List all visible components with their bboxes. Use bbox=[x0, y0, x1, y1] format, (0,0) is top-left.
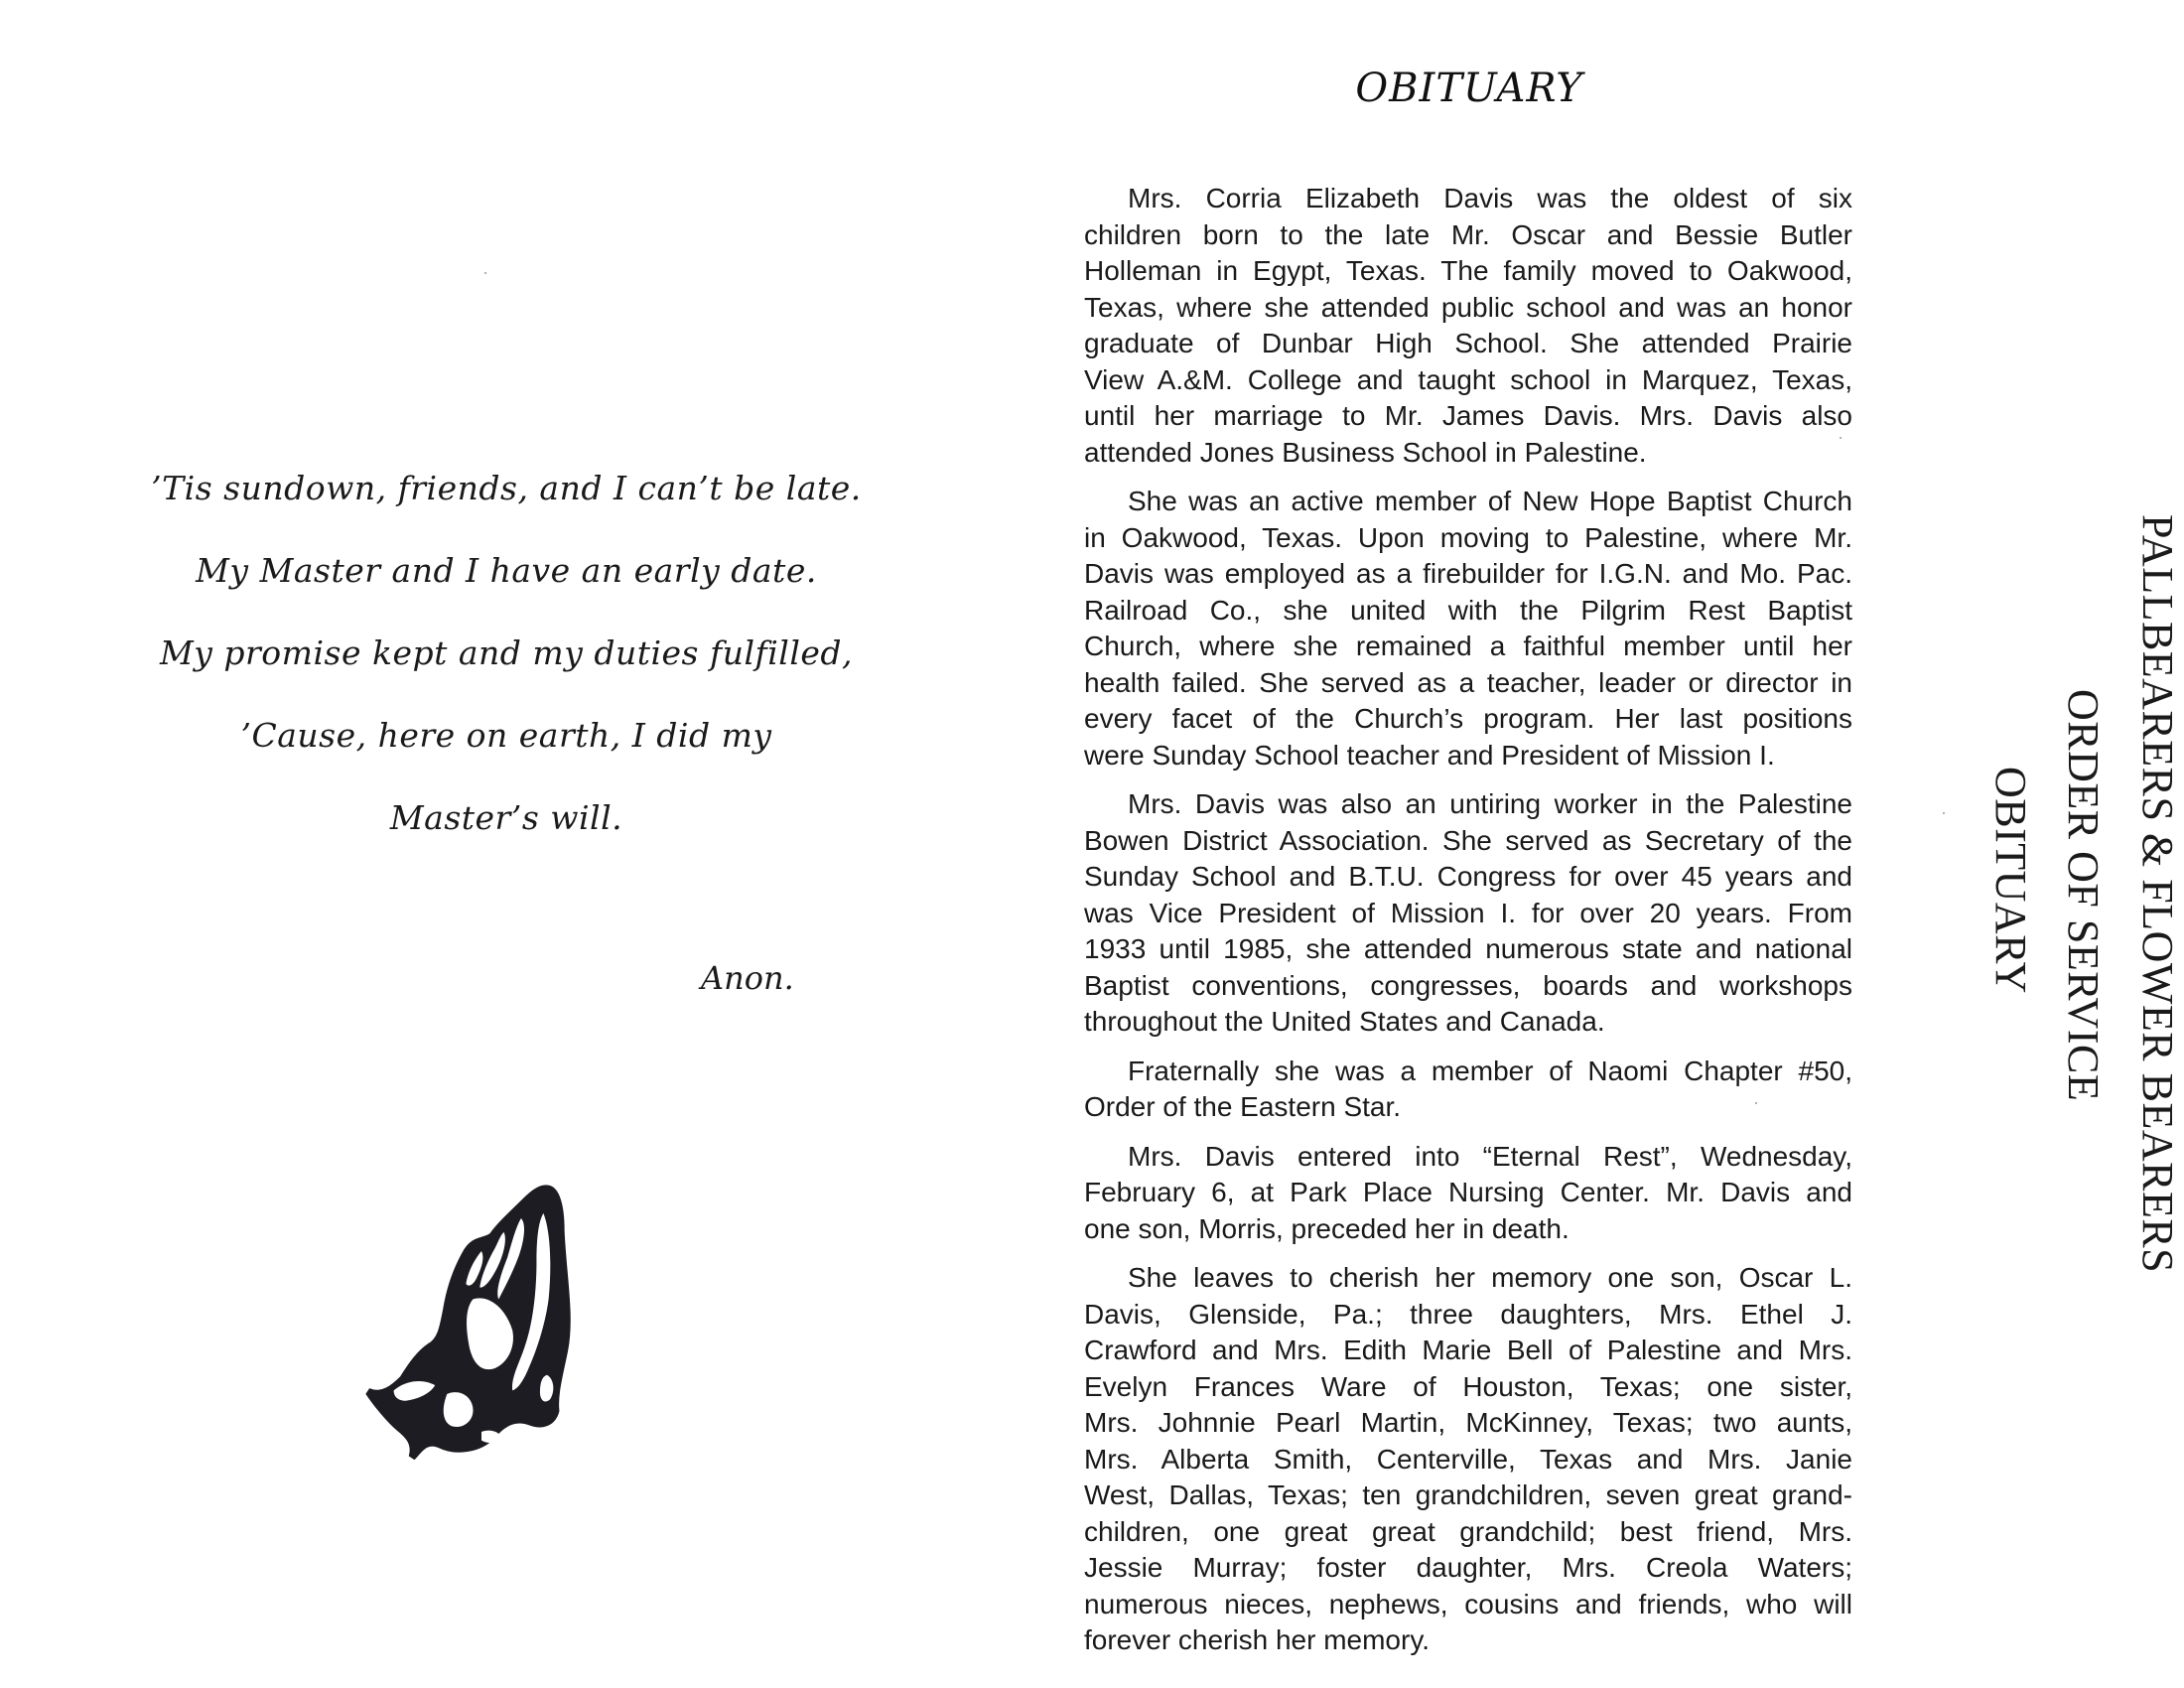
text-line: numerous nieces, nephews, cousins and friends, who will bbox=[1084, 1588, 1852, 1619]
scan-speck bbox=[1840, 437, 1842, 439]
poem-line: My promise kept and my duties fulfilled, bbox=[159, 633, 854, 672]
obituary-paragraph bbox=[1084, 1139, 1852, 1248]
text-line: health failed. She served as a teacher, leader or director in bbox=[1084, 666, 1852, 698]
text-line: children born to the late Mr. Oscar and Bessie Butler bbox=[1084, 218, 1852, 250]
poem bbox=[99, 459, 913, 871]
text-line: attended Jones Business School in Palestine. bbox=[1084, 436, 1647, 468]
text-line: Bowen District Association. She served as Secretary of the bbox=[1084, 824, 1852, 856]
text-line: until her marriage to Mr. James Davis. Mrs. Davis also bbox=[1084, 400, 1852, 431]
spine-label-order-of-service: ORDER OF SERVICE bbox=[2059, 689, 2108, 1102]
text-line: West, Dallas, Texas; ten grandchildren, seven great grand- bbox=[1084, 1479, 1852, 1510]
text-line: Order of the Eastern Star. bbox=[1084, 1091, 1402, 1122]
text-line: one son, Morris, preceded her in death. bbox=[1084, 1212, 1570, 1244]
text-line: Jessie Murray; foster daughter, Mrs. Creola Waters; bbox=[1084, 1552, 1852, 1583]
poem-line: ’Tis sundown, friends, and I can’t be late. bbox=[151, 469, 862, 507]
text-line: were Sunday School teacher and President of Mission I. bbox=[1084, 739, 1775, 771]
text-line: Baptist conventions, congresses, boards and workshops bbox=[1084, 969, 1852, 1001]
spine-label-pallbearers: PALLBEARERS & FLOWER BEARERS bbox=[2133, 514, 2182, 1274]
text-line: She leaves to cherish her memory one son, Oscar L. bbox=[1128, 1262, 1852, 1293]
text-line: in Oakwood, Texas. Upon moving to Palestine, where Mr. bbox=[1084, 521, 1852, 553]
obituary-paragraph bbox=[1084, 1054, 1852, 1126]
text-line: Evelyn Frances Ware of Houston, Texas; one sister, bbox=[1084, 1370, 1852, 1402]
text-line: Mrs. Davis was also an untiring worker in the Palestine bbox=[1128, 788, 1852, 819]
text-line: She was an active member of New Hope Baptist Church bbox=[1128, 486, 1852, 516]
left-page bbox=[0, 0, 1023, 1688]
text-line: View A.&M. College and taught school in Marquez, Texas, bbox=[1084, 363, 1852, 395]
text-line: Church, where she remained a faithful member until her bbox=[1084, 631, 1852, 661]
text-line: Mrs. Davis entered into “Eternal Rest”, Wednesday, bbox=[1128, 1140, 1852, 1172]
text-line: Fraternally she was a member of Naomi Chapter #50, bbox=[1128, 1055, 1852, 1086]
text-line: Railroad Co., she united with the Pilgrim Rest Baptist bbox=[1084, 594, 1852, 626]
poem-line: My Master and I have an early date. bbox=[196, 551, 817, 590]
obituary-paragraph bbox=[1084, 1260, 1852, 1659]
text-line: February 6, at Park Place Nursing Center. Mr. Davis and bbox=[1084, 1177, 1852, 1207]
scan-speck bbox=[1755, 1102, 1757, 1104]
text-line: Davis, Glenside, Pa.; three daughters, Mrs. Ethel J. bbox=[1084, 1298, 1852, 1330]
text-line: Texas, where she attended public school and was an honor bbox=[1084, 291, 1852, 323]
obituary-paragraph bbox=[1084, 786, 1852, 1041]
scan-speck bbox=[1943, 812, 1945, 814]
poem-line: ’Cause, here on earth, I did my bbox=[240, 716, 772, 755]
text-line: Crawford and Mrs. Edith Marie Bell of Palestine and Mrs. bbox=[1084, 1335, 1852, 1365]
poem-line: Master’s will. bbox=[389, 798, 623, 837]
poem-attribution: Anon. bbox=[701, 959, 794, 997]
obituary-title: OBITUARY bbox=[1355, 66, 1583, 111]
text-line: graduate of Dunbar High School. She attended Prairie bbox=[1084, 328, 1852, 358]
text-line: Davis was employed as a firebuilder for I.G.N. and Mo. Pac. bbox=[1084, 558, 1852, 589]
text-line: throughout the United States and Canada. bbox=[1084, 1006, 1605, 1037]
text-line: Mrs. Corria Elizabeth Davis was the oldest of six bbox=[1128, 183, 1852, 213]
obituary-paragraph bbox=[1084, 181, 1852, 471]
obituary-paragraph bbox=[1084, 484, 1852, 774]
text-line: was Vice President of Mission I. for over 20 years. From bbox=[1084, 897, 1852, 928]
text-line: forever cherish her memory. bbox=[1084, 1624, 1431, 1655]
text-line: 1933 until 1985, she attended numerous state and national bbox=[1084, 933, 1852, 964]
text-line: children, one great great grandchild; best friend, Mrs. bbox=[1084, 1515, 1852, 1547]
praying-hands-icon bbox=[352, 1164, 611, 1486]
text-line: Sunday School and B.T.U. Congress for over 45 years and bbox=[1084, 861, 1852, 892]
text-line: Mrs. Alberta Smith, Centerville, Texas and Mrs. Janie bbox=[1084, 1443, 1852, 1475]
spine-label-obituary: OBITUARY bbox=[1986, 767, 2035, 994]
text-line: Holleman in Egypt, Texas. The family moved to Oakwood, bbox=[1084, 255, 1852, 286]
text-line: every facet of the Church’s program. Her last positions bbox=[1084, 703, 1852, 734]
obituary-body bbox=[1084, 181, 1852, 1672]
scan-speck bbox=[484, 272, 486, 274]
text-line: Mrs. Johnnie Pearl Martin, McKinney, Texas; two aunts, bbox=[1084, 1407, 1852, 1438]
